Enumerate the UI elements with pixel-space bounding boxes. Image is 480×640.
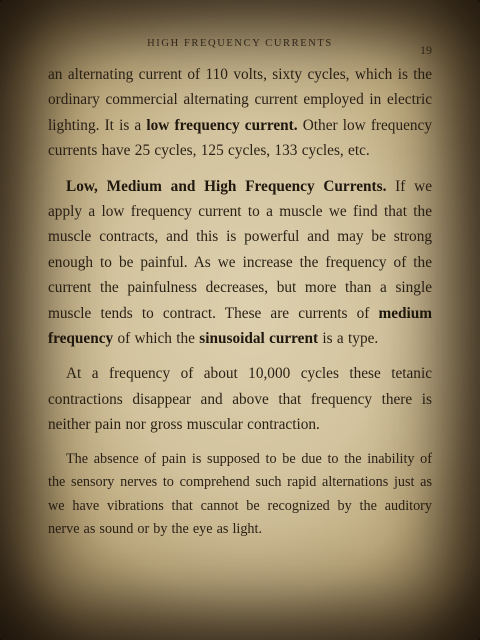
paragraph-tetanic-contractions [48, 361, 432, 437]
text-run: an alternating current of 110 volts, sixty cycles, which is the ordinary commercial alternating current employed in electric lighting. It is a [48, 66, 432, 134]
text-run: of which the [113, 330, 200, 348]
running-header: HIGH FREQUENCY CURRENTS [147, 38, 333, 49]
bold-term-sinusoidal-current: sinusoidal current [199, 330, 319, 348]
page-number: 19 [420, 43, 432, 57]
text-run: The absence of pain is supposed to be due to the inability of the sensory nerves to comprehend such rapid alternations just as we have vibrations that cannot be recognized by the auditory nerve as sound or by the eye as light. [48, 450, 432, 538]
text-run: At a frequency of about 10,000 cycles these tetanic contractions disappear and above that frequency there is neither pain nor gross muscular contraction. [48, 365, 432, 434]
text-run: is a type. [318, 330, 379, 348]
bold-term-medium-frequency: medium frequency [48, 304, 432, 348]
paragraph-section-low-medium-high [48, 174, 432, 352]
paragraph-absence-of-pain [48, 448, 432, 542]
bold-term-low-frequency-current: low frequency current. [146, 116, 298, 134]
text-run: Other low frequency currents have 25 cycles, 125 cycles, 133 cycles, etc. [48, 116, 432, 160]
section-heading: Low, Medium and High Frequency Currents. [66, 177, 387, 195]
text-run: If we apply a low frequency current to a muscle we find that the muscle contracts, and this is powerful and may be strong enough to be painful. As we increase the frequency of the current the painfulness decreases, but more than a single muscle tends to contract. These are currents of [48, 177, 432, 322]
paragraph-continuation [48, 62, 432, 164]
page-body [48, 62, 432, 552]
